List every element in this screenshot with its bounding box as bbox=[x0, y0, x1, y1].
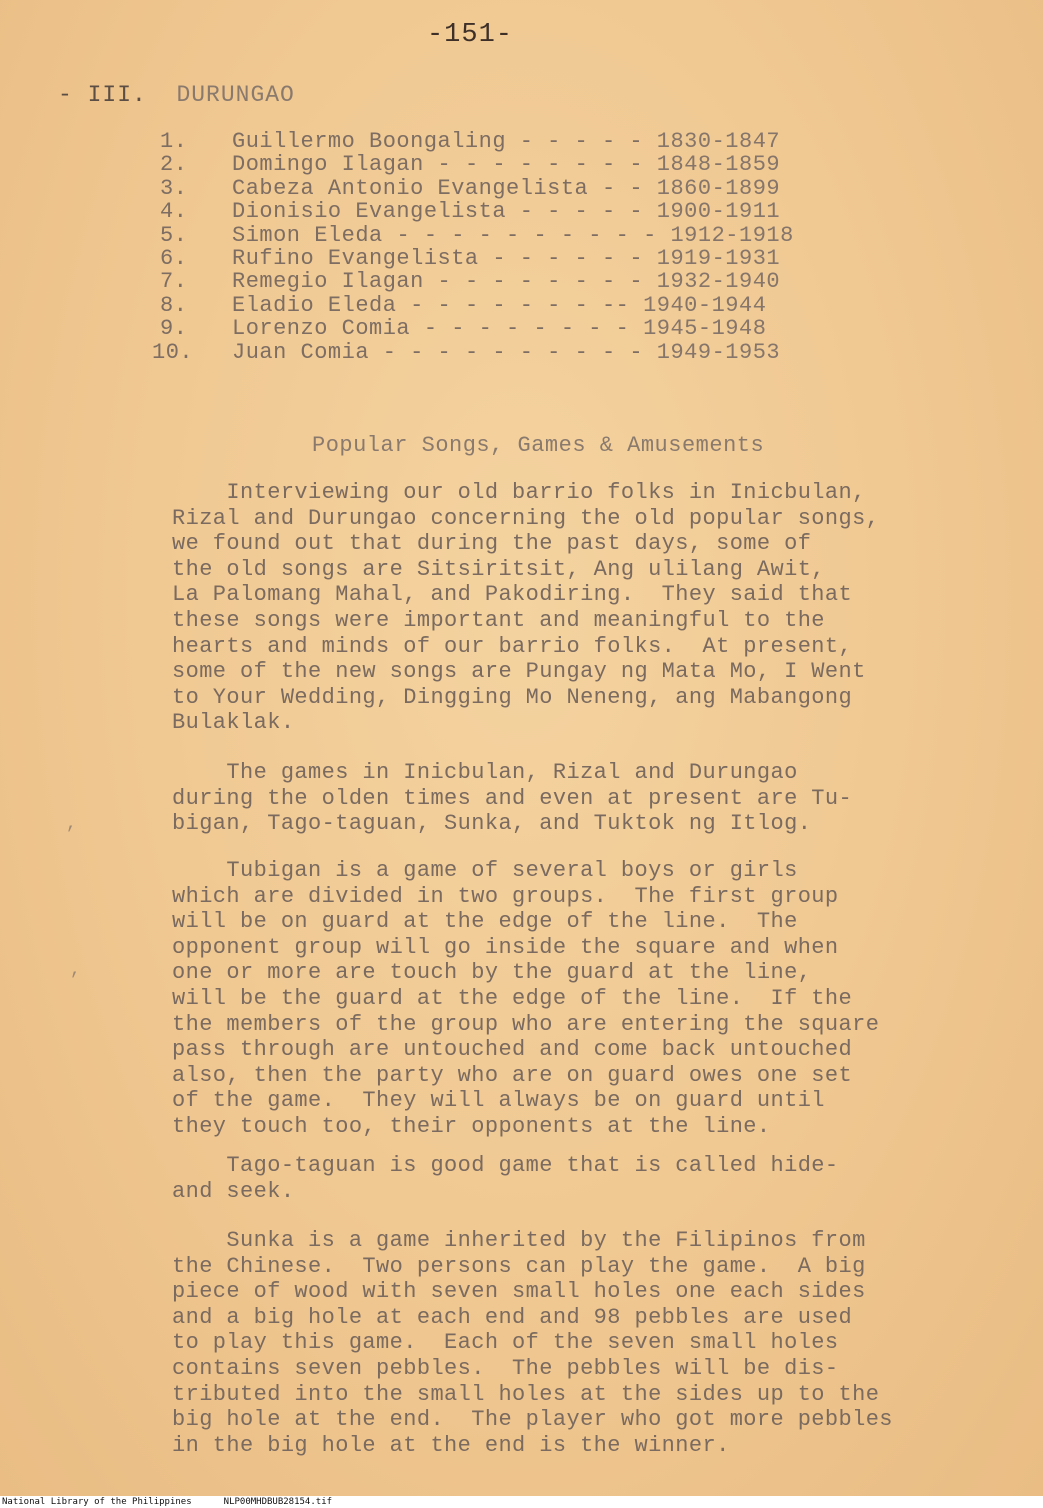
text-line: we found out that during the past days, some of bbox=[172, 531, 812, 557]
text-line: which are divided in two groups. The first group bbox=[172, 883, 839, 909]
official-term: 1912-1918 bbox=[670, 222, 794, 248]
paragraph-sunka bbox=[172, 1228, 992, 1458]
text-line: during the olden times and even at present are Tu- bbox=[172, 785, 853, 811]
official-term: 1848-1859 bbox=[656, 152, 781, 178]
official-leader-dashes: - - - - - bbox=[519, 129, 644, 154]
official-row bbox=[160, 270, 794, 293]
official-term: 1945-1948 bbox=[643, 316, 767, 342]
official-term: 1900-1911 bbox=[656, 199, 781, 225]
section-marker: - III. bbox=[58, 82, 147, 108]
official-leader-dashes: - - - - - - - - bbox=[423, 316, 630, 342]
official-number: 7. bbox=[160, 269, 188, 295]
text-line: La Palomang Mahal, and Pakodiring. They said that bbox=[172, 582, 853, 608]
text-line: to play this game. Each of the seven small holes bbox=[172, 1330, 839, 1356]
paragraph-tago-taguan bbox=[172, 1153, 992, 1204]
text-line: the Chinese. Two persons can play the game. A big bbox=[172, 1253, 866, 1279]
official-name: Guillermo Boongaling bbox=[232, 129, 507, 154]
official-name: Juan Comia bbox=[232, 339, 370, 365]
scan-footer bbox=[0, 1496, 1043, 1508]
text-line: opponent group will go inside the square and when bbox=[172, 934, 839, 960]
footer-file: NLP00MHDBUB28154.tif bbox=[223, 1497, 333, 1507]
official-name: Lorenzo Comia bbox=[232, 316, 411, 342]
official-leader-dashes: - - - - - bbox=[519, 199, 644, 225]
official-name: Rufino Evangelista bbox=[232, 245, 479, 271]
official-term: 1860-1899 bbox=[656, 175, 781, 201]
official-term: 1940-1944 bbox=[643, 292, 767, 318]
official-number: 3. bbox=[160, 175, 188, 201]
official-term: 1919-1931 bbox=[656, 245, 781, 271]
official-leader-dashes: - - - - - - - - - - bbox=[382, 339, 644, 365]
official-name: Simon Eleda bbox=[232, 222, 383, 248]
paragraph-songs bbox=[172, 480, 992, 736]
text-line: these songs were important and meaningful to the bbox=[172, 607, 825, 633]
text-line: to Your Wedding, Dingging Mo Neneng, ang Mabangong bbox=[172, 684, 853, 710]
official-name: Cabeza Antonio Evangelista bbox=[232, 175, 589, 201]
paragraph-tubigan bbox=[172, 858, 992, 1140]
text-line: they touch too, their opponents at the line. bbox=[172, 1113, 771, 1139]
official-leader-dashes: - - - - - - - - bbox=[437, 152, 644, 178]
official-leader-dashes: - - - - - - - - - - bbox=[396, 222, 657, 248]
text-line: pass through are untouched and come back untouched bbox=[172, 1037, 853, 1063]
official-row bbox=[152, 339, 794, 365]
text-line: and seek. bbox=[172, 1178, 295, 1204]
text-line: some of the new songs are Pungay ng Mata Mo, I Went bbox=[172, 659, 866, 685]
official-number: 9. bbox=[160, 316, 188, 342]
text-line: The games in Inicbulan, Rizal and Durungao bbox=[172, 760, 798, 785]
text-line: will be on guard at the edge of the line. The bbox=[172, 909, 798, 935]
official-term: 1932-1940 bbox=[656, 269, 781, 295]
text-line: will be the guard at the edge of the line. If the bbox=[172, 985, 853, 1011]
official-number: 10. bbox=[152, 339, 194, 365]
official-leader-dashes: - - - - - - bbox=[492, 245, 644, 271]
text-line: contains seven pebbles. The pebbles will be dis- bbox=[172, 1355, 839, 1381]
footer-source: National Library of the Philippines bbox=[2, 1497, 192, 1507]
text-line: piece of wood with seven small holes one each sides bbox=[172, 1279, 866, 1305]
official-row bbox=[160, 153, 794, 176]
text-line: Interviewing our old barrio folks in Inicbulan, bbox=[172, 480, 866, 505]
official-row bbox=[160, 247, 794, 270]
text-line: big hole at the end. The player who got more pebbles bbox=[172, 1407, 893, 1433]
text-line: Sunka is a game inherited by the Filipinos from bbox=[172, 1228, 866, 1253]
official-number: 8. bbox=[160, 292, 188, 318]
official-row bbox=[160, 294, 794, 317]
official-number: 4. bbox=[160, 199, 188, 225]
text-line: and a big hole at each end and 98 pebbles are used bbox=[172, 1304, 853, 1330]
official-number: 2. bbox=[160, 152, 188, 178]
paragraph-games bbox=[172, 760, 992, 837]
official-number: 1. bbox=[160, 129, 188, 154]
sub-heading: Popular Songs, Games & Amusements bbox=[312, 433, 765, 458]
text-line: in the big hole at the end is the winner. bbox=[172, 1432, 730, 1458]
stray-mark: , bbox=[66, 814, 77, 834]
official-leader-dashes: - - bbox=[601, 175, 644, 201]
official-name: Remegio Ilagan bbox=[232, 269, 424, 295]
stray-mark: , bbox=[70, 960, 81, 980]
official-name: Eladio Eleda bbox=[232, 292, 397, 318]
official-row bbox=[160, 177, 794, 200]
text-line: hearts and minds of our barrio folks. At present, bbox=[172, 633, 853, 659]
official-name: Dionisio Evangelista bbox=[232, 199, 507, 225]
text-line: Rizal and Durungao concerning the old popular songs, bbox=[172, 505, 880, 531]
section-title: DURUNGAO bbox=[176, 82, 295, 108]
text-line: Tubigan is a game of several boys or girls bbox=[172, 858, 798, 883]
official-leader-dashes: - - - - - - - - bbox=[437, 269, 644, 295]
officials-list bbox=[152, 129, 794, 365]
official-term: 1949-1953 bbox=[656, 339, 781, 365]
official-leader-dashes: - - - - - - - -- bbox=[410, 292, 630, 318]
official-name: Domingo Ilagan bbox=[232, 152, 424, 178]
official-term: 1830-1847 bbox=[656, 129, 781, 154]
official-row bbox=[160, 200, 794, 223]
text-line: Tago-taguan is good game that is called hide- bbox=[172, 1153, 839, 1178]
official-row bbox=[160, 317, 794, 340]
text-line: tributed into the small holes at the sides up to the bbox=[172, 1381, 880, 1407]
official-row bbox=[160, 130, 794, 153]
section-heading bbox=[58, 82, 295, 108]
text-line: also, then the party who are on guard owes one set bbox=[172, 1062, 853, 1088]
text-line: of the game. They will always be on guard until bbox=[172, 1088, 825, 1114]
official-row bbox=[160, 224, 794, 247]
text-line: Bulaklak. bbox=[172, 710, 295, 736]
official-number: 5. bbox=[160, 222, 188, 248]
text-line: the members of the group who are entering the square bbox=[172, 1011, 880, 1037]
official-number: 6. bbox=[160, 245, 188, 271]
text-line: one or more are touch by the guard at the line, bbox=[172, 960, 812, 986]
text-line: the old songs are Sitsiritsit, Ang ulilang Awit, bbox=[172, 556, 825, 582]
text-line: bigan, Tago-taguan, Sunka, and Tuktok ng Itlog. bbox=[172, 811, 812, 837]
page-number: -151- bbox=[426, 20, 513, 50]
